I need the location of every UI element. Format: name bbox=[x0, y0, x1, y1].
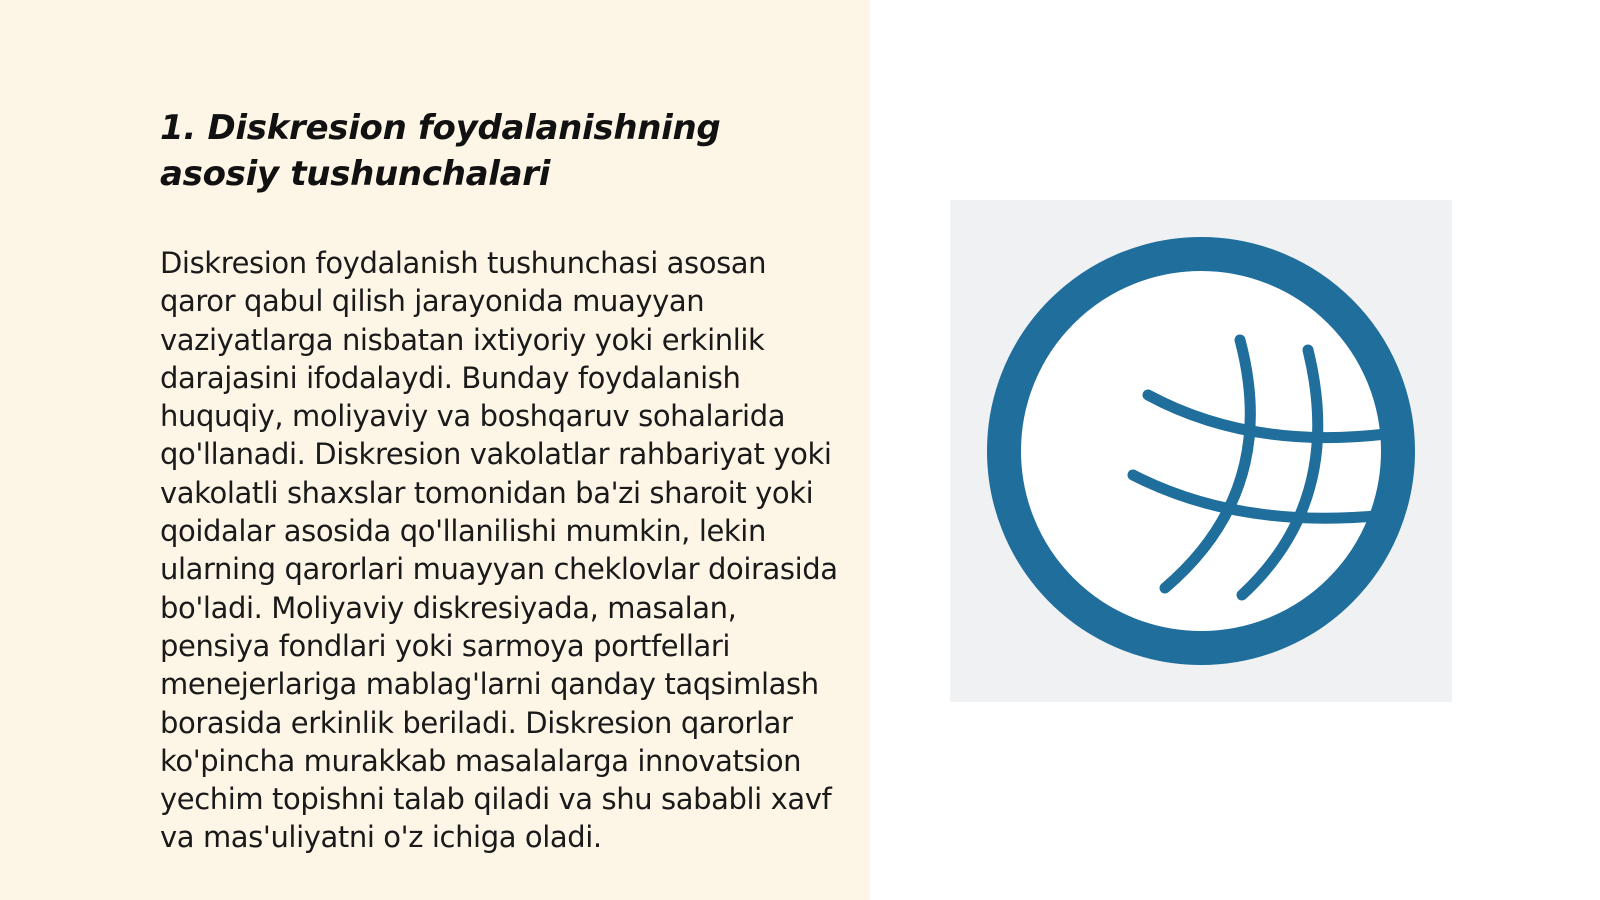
globe-icon bbox=[950, 200, 1452, 702]
slide-body-text: Diskresion foydalanish tushunchasi asosan qaror qabul qilish jarayonida muayyan vaziyatlarga nisbatan ixtiyoriy yoki erkinlik darajasini ifodalaydi. Bunday foydalanish huquqiy, moliyaviy va boshqaruv sohalarida qo'llanadi. Diskresion vakolatlar rahbariyat yoki vakolatli shaxslar tomonidan ba'zi sharoit yoki qoidalar asosida qo'llanilishi mumkin, lekin ularning qarorlari muayyan cheklovlar doirasida bo'ladi. Moliyaviy diskresiyada, masalan, pensiya fondlari yoki sarmoya portfellari menejerlariga mablag'larni qanday taqsimlash borasida erkinlik beriladi. Diskresion qarorlar ko'pincha murakkab masalalarga innovatsion yechim topishni talab qiladi va shu sababli xavf va mas'uliyatni o'z ichiga oladi. bbox=[160, 246, 838, 855]
globe-ring bbox=[1004, 254, 1398, 648]
globe-image bbox=[950, 200, 1452, 702]
slide-title: 1. Diskresion foydalanishning asosiy tushunchalari bbox=[160, 108, 721, 194]
